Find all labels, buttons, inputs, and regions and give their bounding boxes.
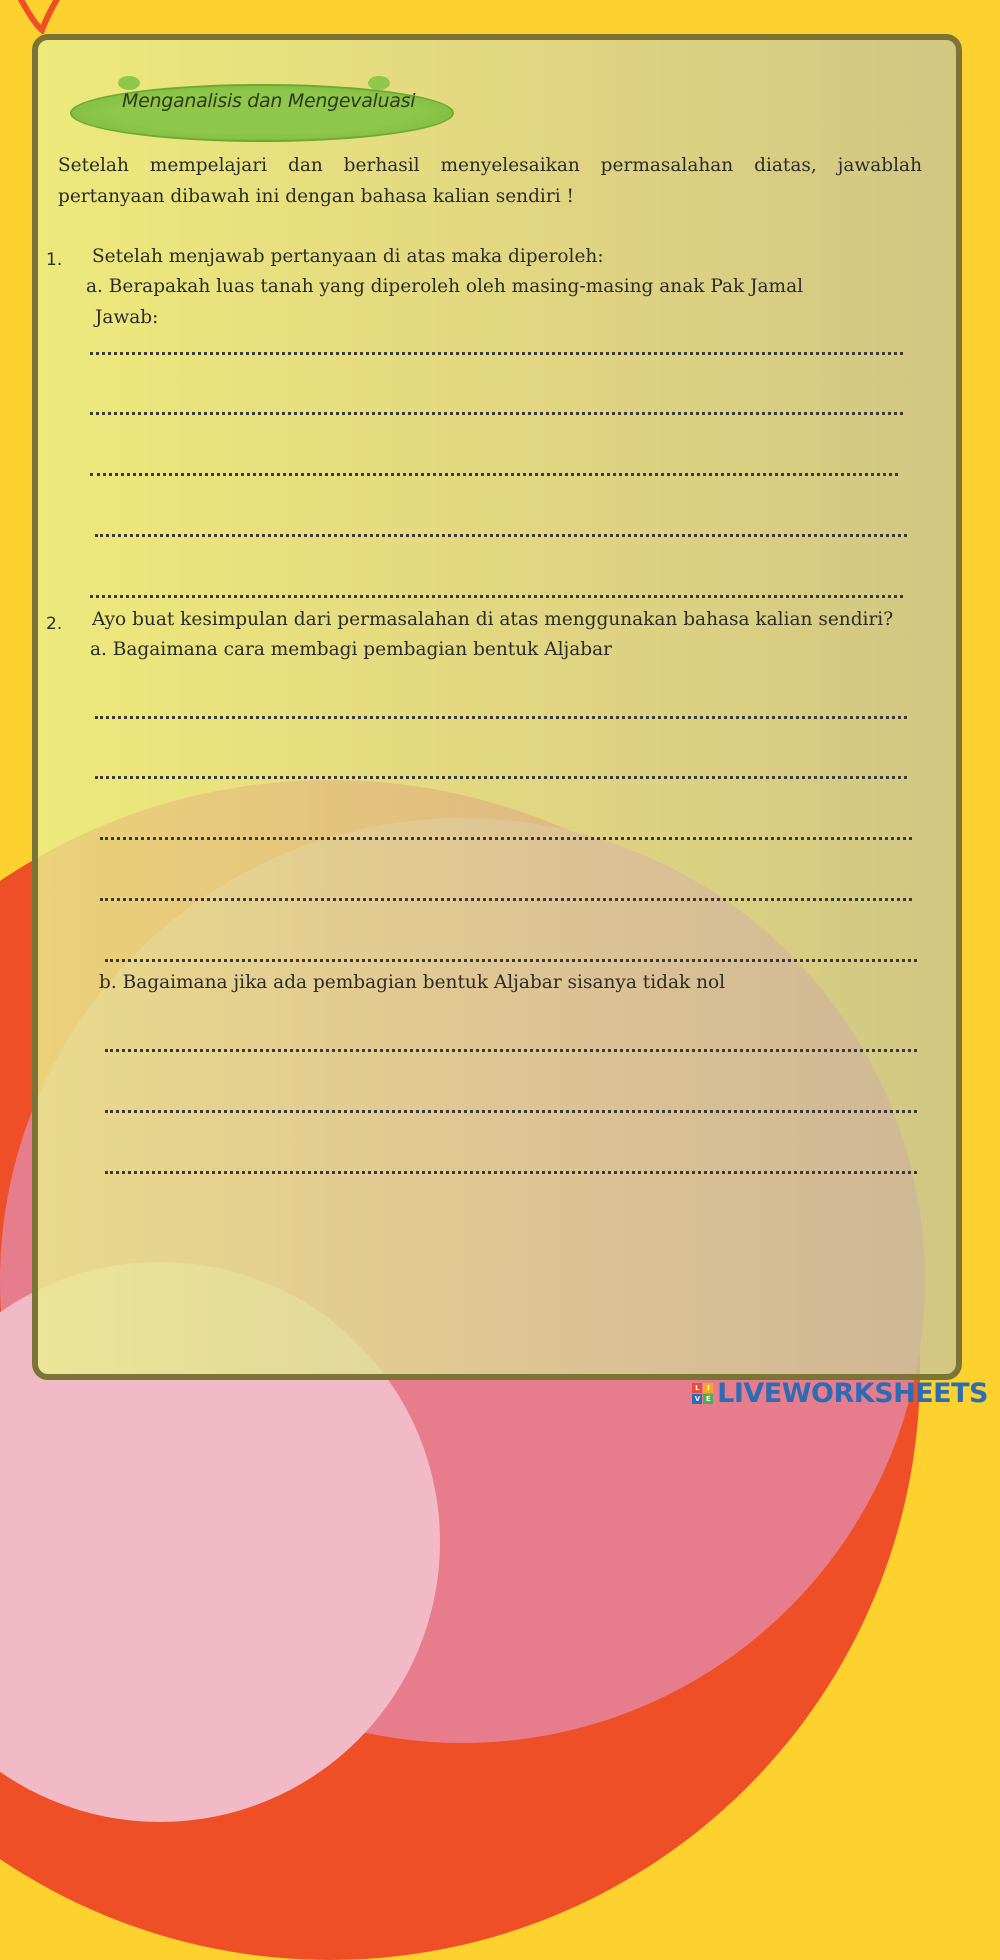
section-heading-badge (70, 80, 452, 142)
answer-line[interactable] (95, 776, 907, 779)
answer-line[interactable] (100, 898, 912, 901)
question-2-number: 2. (46, 614, 63, 634)
answer-line[interactable] (90, 595, 903, 598)
bush-left-decoration (118, 76, 140, 90)
answer-line[interactable] (105, 1171, 917, 1174)
question-2a-text: a. Bagaimana cara membagi pembagian bentuk Aljabar (90, 639, 612, 660)
intro-paragraph: Setelah mempelajari dan berhasil menyelesaikan permasalahan diatas, jawablah pertanyaan dibawah ini dengan bahasa kalian sendiri ! (58, 155, 922, 207)
question-1a-text: a. Berapakah luas tanah yang diperoleh oleh masing-masing anak Pak Jamal (86, 276, 804, 297)
answer-line[interactable] (95, 716, 907, 719)
answer-line[interactable] (100, 837, 912, 840)
bush-right-decoration (368, 76, 390, 90)
logo-letter: L (692, 1383, 702, 1393)
answer-line[interactable] (90, 412, 903, 415)
answer-line[interactable] (90, 473, 898, 476)
question-2-text: Ayo buat kesimpulan dari permasalahan di atas menggunakan bahasa kalian sendiri? (92, 609, 894, 630)
logo-letter: V (692, 1394, 702, 1404)
answer-line[interactable] (95, 534, 907, 537)
watermark-text: LIVEWORKSHEETS (717, 1378, 988, 1409)
question-2b-text: b. Bagaimana jika ada pembagian bentuk Aljabar sisanya tidak nol (99, 972, 726, 993)
question-1-text: Setelah menjawab pertanyaan di atas maka diperoleh: (92, 246, 604, 267)
liveworksheets-logo-icon (692, 1383, 713, 1404)
answer-label: Jawab: (95, 307, 159, 328)
section-heading: Menganalisis dan Mengevaluasi (122, 90, 416, 112)
logo-letter: I (703, 1383, 713, 1393)
liveworksheets-watermark (692, 1378, 988, 1409)
answer-line[interactable] (105, 1049, 917, 1052)
answer-line[interactable] (105, 959, 917, 962)
question-1-number: 1. (46, 250, 63, 270)
answer-line[interactable] (90, 352, 903, 355)
logo-letter: E (703, 1394, 713, 1404)
answer-line[interactable] (105, 1110, 917, 1113)
